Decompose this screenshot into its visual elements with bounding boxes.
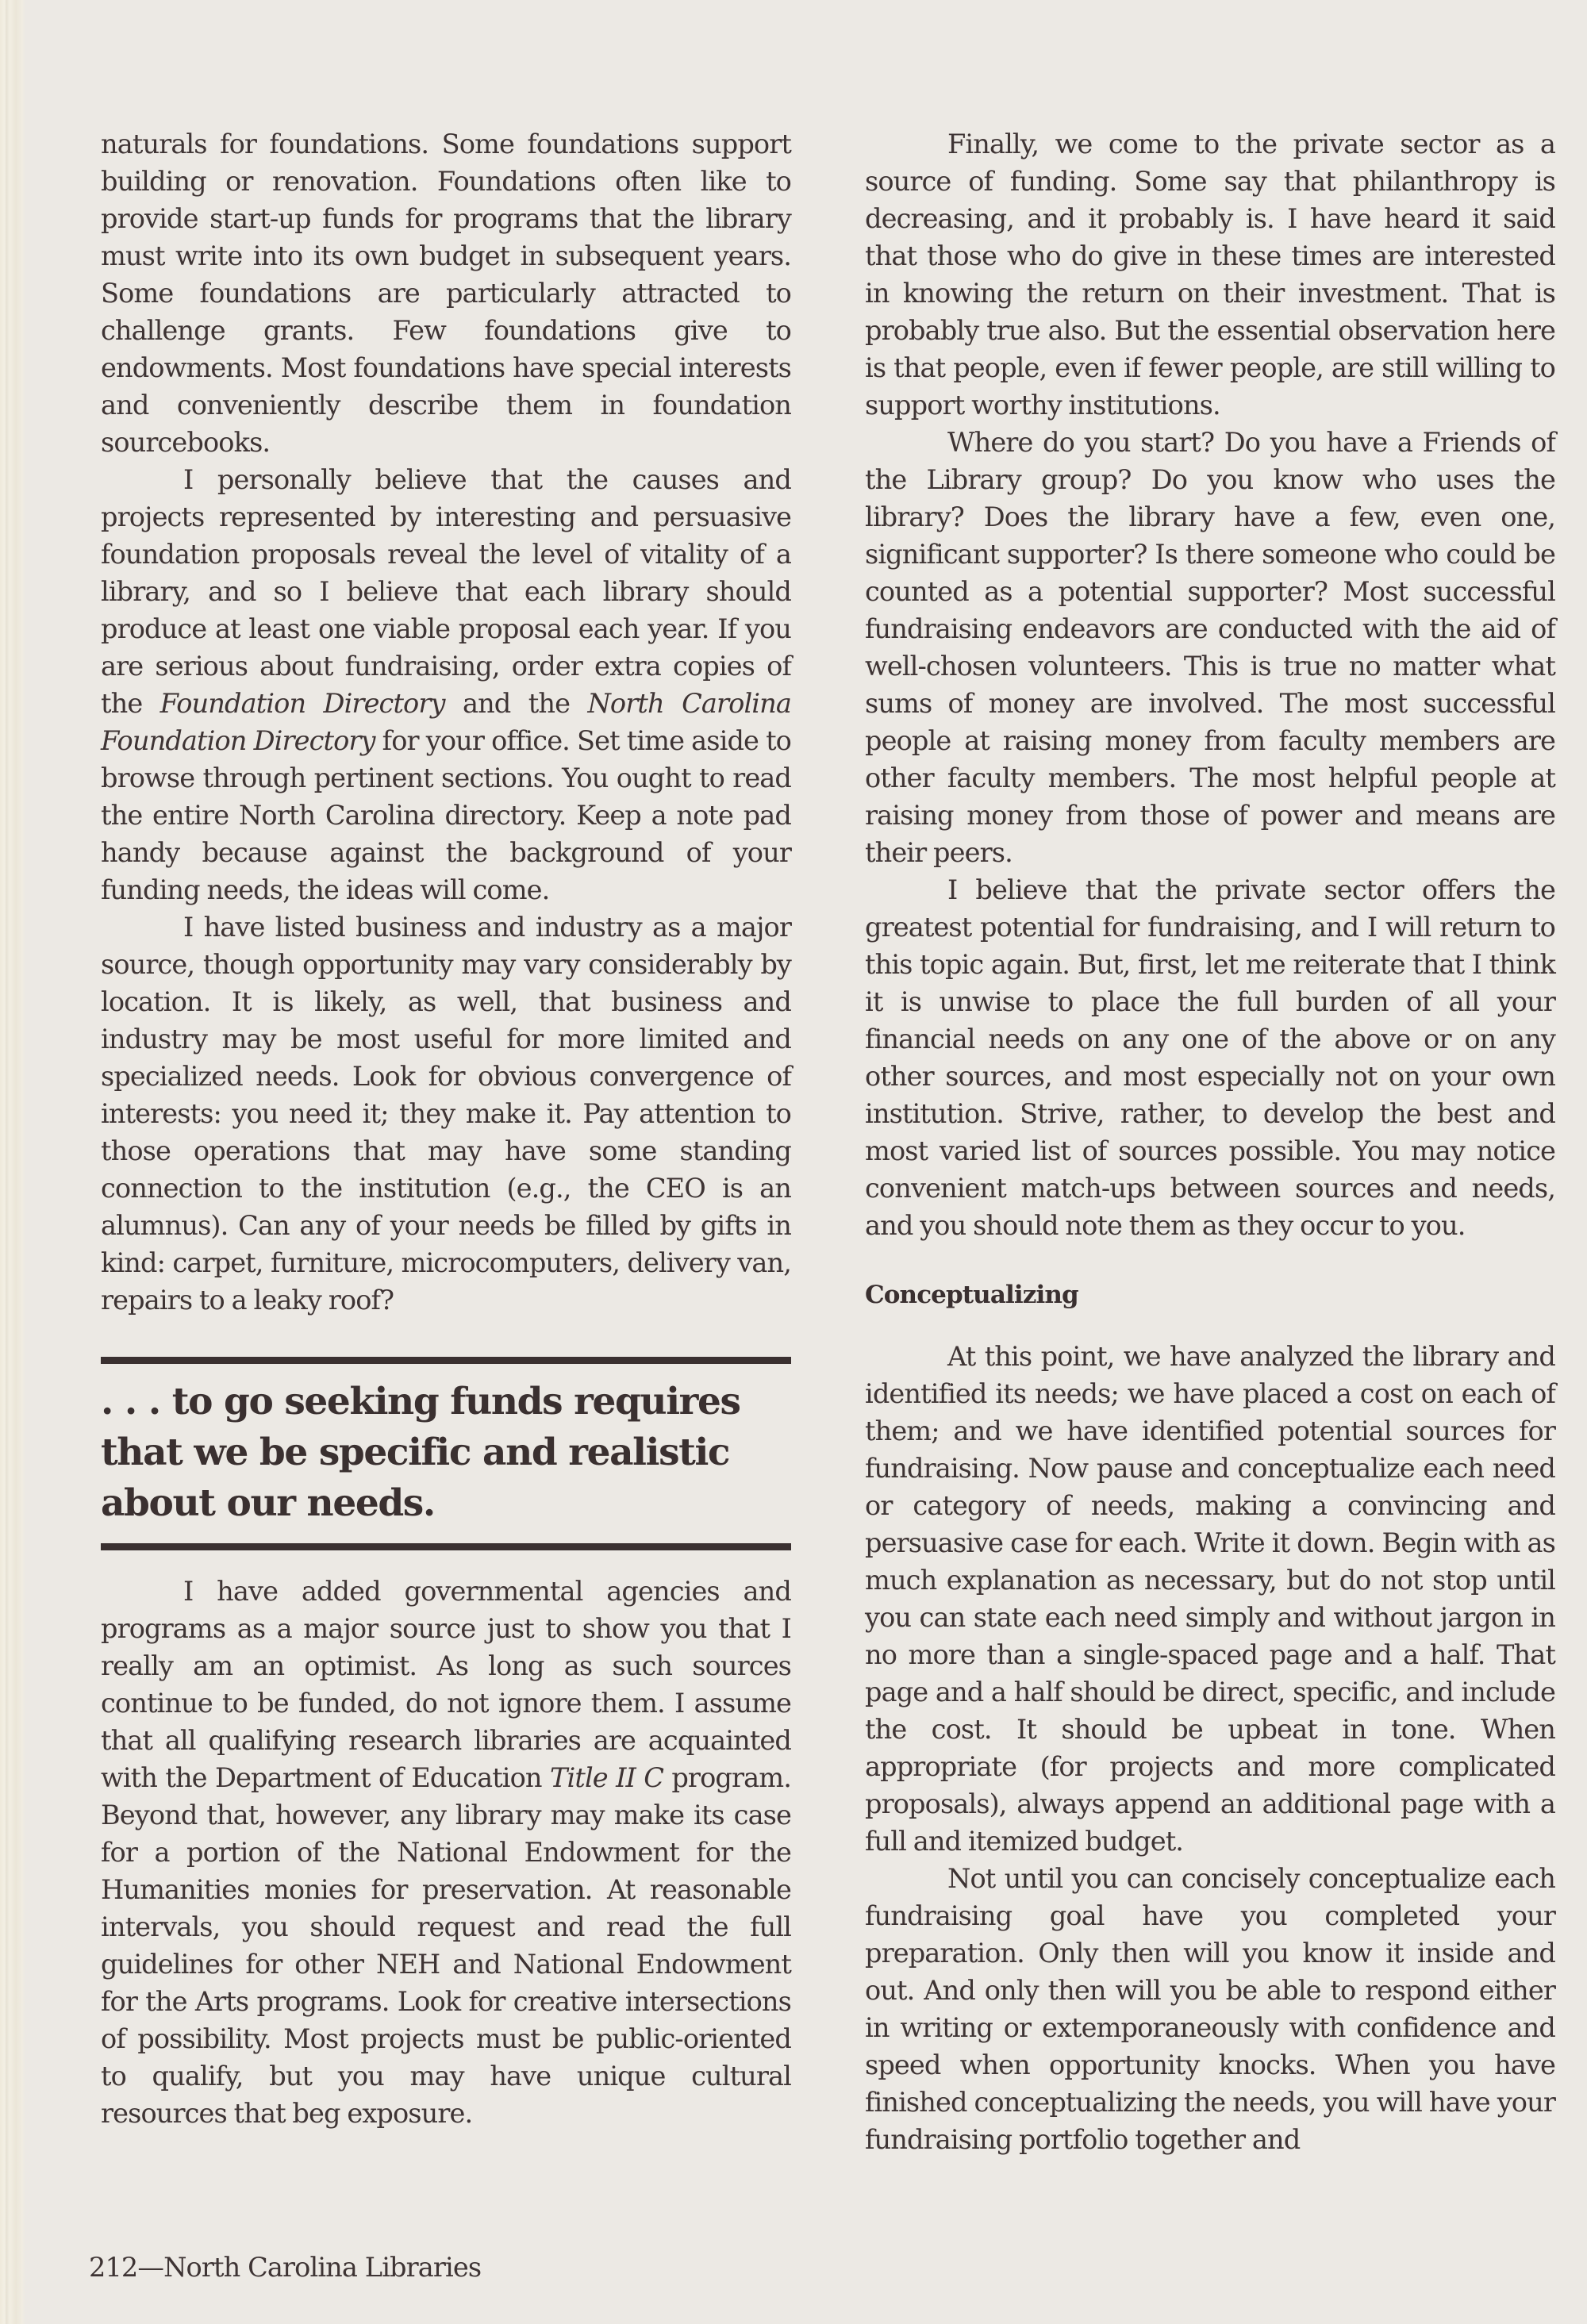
- paragraph-conceptualize-needs: At this point, we have analyzed the library and identified its needs; we have placed a cost on each of them; and we have identified potential sources for fundraising. Now pause and conceptualize each need or category of needs, making a convincing and persuasive case for each. Write it down. Begin with as much explanation as necessary, but do not stop until you can state each need simply and without jargon in no more than a single-spaced page and a half. That page and a half should be direct, specific, and include the cost. It should be upbeat in tone. When appropriate (for projects and more complicated proposals), always append an additional page with a full and itemized budget.: [865, 1341, 1555, 1857]
- paragraph-not-until: Not until you can concisely conceptualize each fundraising goal have you completed your preparation. Only then will you know it inside and out. And only then will you be able to respond either in writing or extemporaneously with confidence and speed when opportunity knocks. When you have finished conceptualizing the needs, you will have your fundraising portfolio together and: [865, 1863, 1555, 2155]
- paragraph-text: I have added governmental agencies and programs as a major source just to show you that I really am an optimist. As long as such sources continue to be funded, do not ignore them. I assume that all qualifying research libraries are acquainted with the Department of Education: [101, 1576, 791, 1793]
- page-binding-edge: [0, 0, 25, 2324]
- paragraph-private-sector: Finally, we come to the private sector as a source of funding. Some say that philanthropy is decreasing, and it probably is. I have heard it said that those who do give in these times are interested in knowing the return on their investment. That is probably true also. But the essential observation here is that people, even if fewer people, are still willing to support worthy institutions.: [865, 129, 1555, 421]
- page-number: 212: [89, 2252, 138, 2283]
- pull-quote: . . . to go seeking funds requires that we be specific and realistic about our needs.: [101, 1357, 791, 1550]
- title-nc-foundation-directory: North Carolina Foundation Directory: [101, 688, 791, 756]
- paragraph-business-industry: I have listed business and industry as a major source, though opportunity may vary considerably by location. It is likely, as well, that business and industry may be most useful for more limited and specialized needs. Look for obvious convergence of interests: you need it; they make it. Pay attention to those operations that may have some standing connection to the institution (e.g., the CEO is an alumnus). Can any of your needs be filled by gifts in kind: carpet, furniture, microcomputers, delivery van, repairs to a leaky roof?: [101, 912, 791, 1316]
- publication-name: North Carolina Libraries: [163, 2252, 482, 2283]
- paragraph-governmental-agencies: [101, 1573, 791, 2132]
- title-ii-c-program: Title II C: [550, 1762, 663, 1793]
- page-footer: [89, 2252, 481, 2283]
- paragraph-text: I personally believe that the causes and projects represented by interesting and persuasive foundation proposals reveal the level of vitality of a library, and so I believe that each library should produce at least one viable proposal each year. If you are serious about fundraising, order extra copies of the: [101, 464, 791, 719]
- paragraph-text: and the: [444, 688, 588, 719]
- paragraph-text: program. Beyond that, however, any library may make its case for a portion of the National Endowment for the Humanities monies for preservation. At reasonable intervals, you should request and read the full guidelines for other NEH and National Endowment for the Arts programs. Look for creative intersections of possibility. Most projects must be public-oriented to qualify, but you may have unique cultural resources that beg exposure.: [101, 1762, 791, 2129]
- paragraph-foundation-proposals: [101, 461, 791, 908]
- paragraph-text: for your office. Set time aside to browse through pertinent sections. You ought to read the entire North Carolina directory. Keep a note pad handy because against the background of your funding needs, the ideas will come.: [101, 725, 791, 905]
- paragraph-foundations: naturals for foundations. Some foundations support building or renovation. Foundations often like to provide start-up funds for programs that the library must write into its own budget in subsequent years. Some foundations are particularly attracted to challenge grants. Few foundations give to endowments. Most foundations have special interests and conveniently describe them in foundation sourcebooks.: [101, 129, 791, 458]
- footer-separator: —: [137, 2252, 164, 2283]
- paragraph-private-sector-potential: I believe that the private sector offers the greatest potential for fundraising, and I will return to this topic again. But, first, let me reiterate that I think it is unwise to place the full burden of all your financial needs on any one of the above or on any other sources, and most especially not on your own institution. Strive, rather, to develop the best and most varied list of sources possible. You may notice convenient match-ups between sources and needs, and you should note them as they occur to you.: [865, 874, 1555, 1241]
- paragraph-where-to-start: Where do you start? Do you have a Friends of the Library group? Do you know who uses the library? Does the library have a few, even one, significant supporter? Is there someone who could be counted as a potential supporter? Most successful fundraising endeavors are conducted with the aid of well-chosen volunteers. This is true no matter what sums of money are involved. The most successful people at raising money from faculty members are other faculty members. The most helpful people at raising money from those of power and means are their peers.: [865, 427, 1555, 868]
- pull-quote-container: [101, 1357, 791, 1550]
- right-column: [865, 125, 1555, 2158]
- title-foundation-directory: Foundation Directory: [159, 688, 445, 719]
- section-heading-conceptualizing: Conceptualizing: [865, 1281, 1078, 1309]
- left-column: [101, 125, 791, 2132]
